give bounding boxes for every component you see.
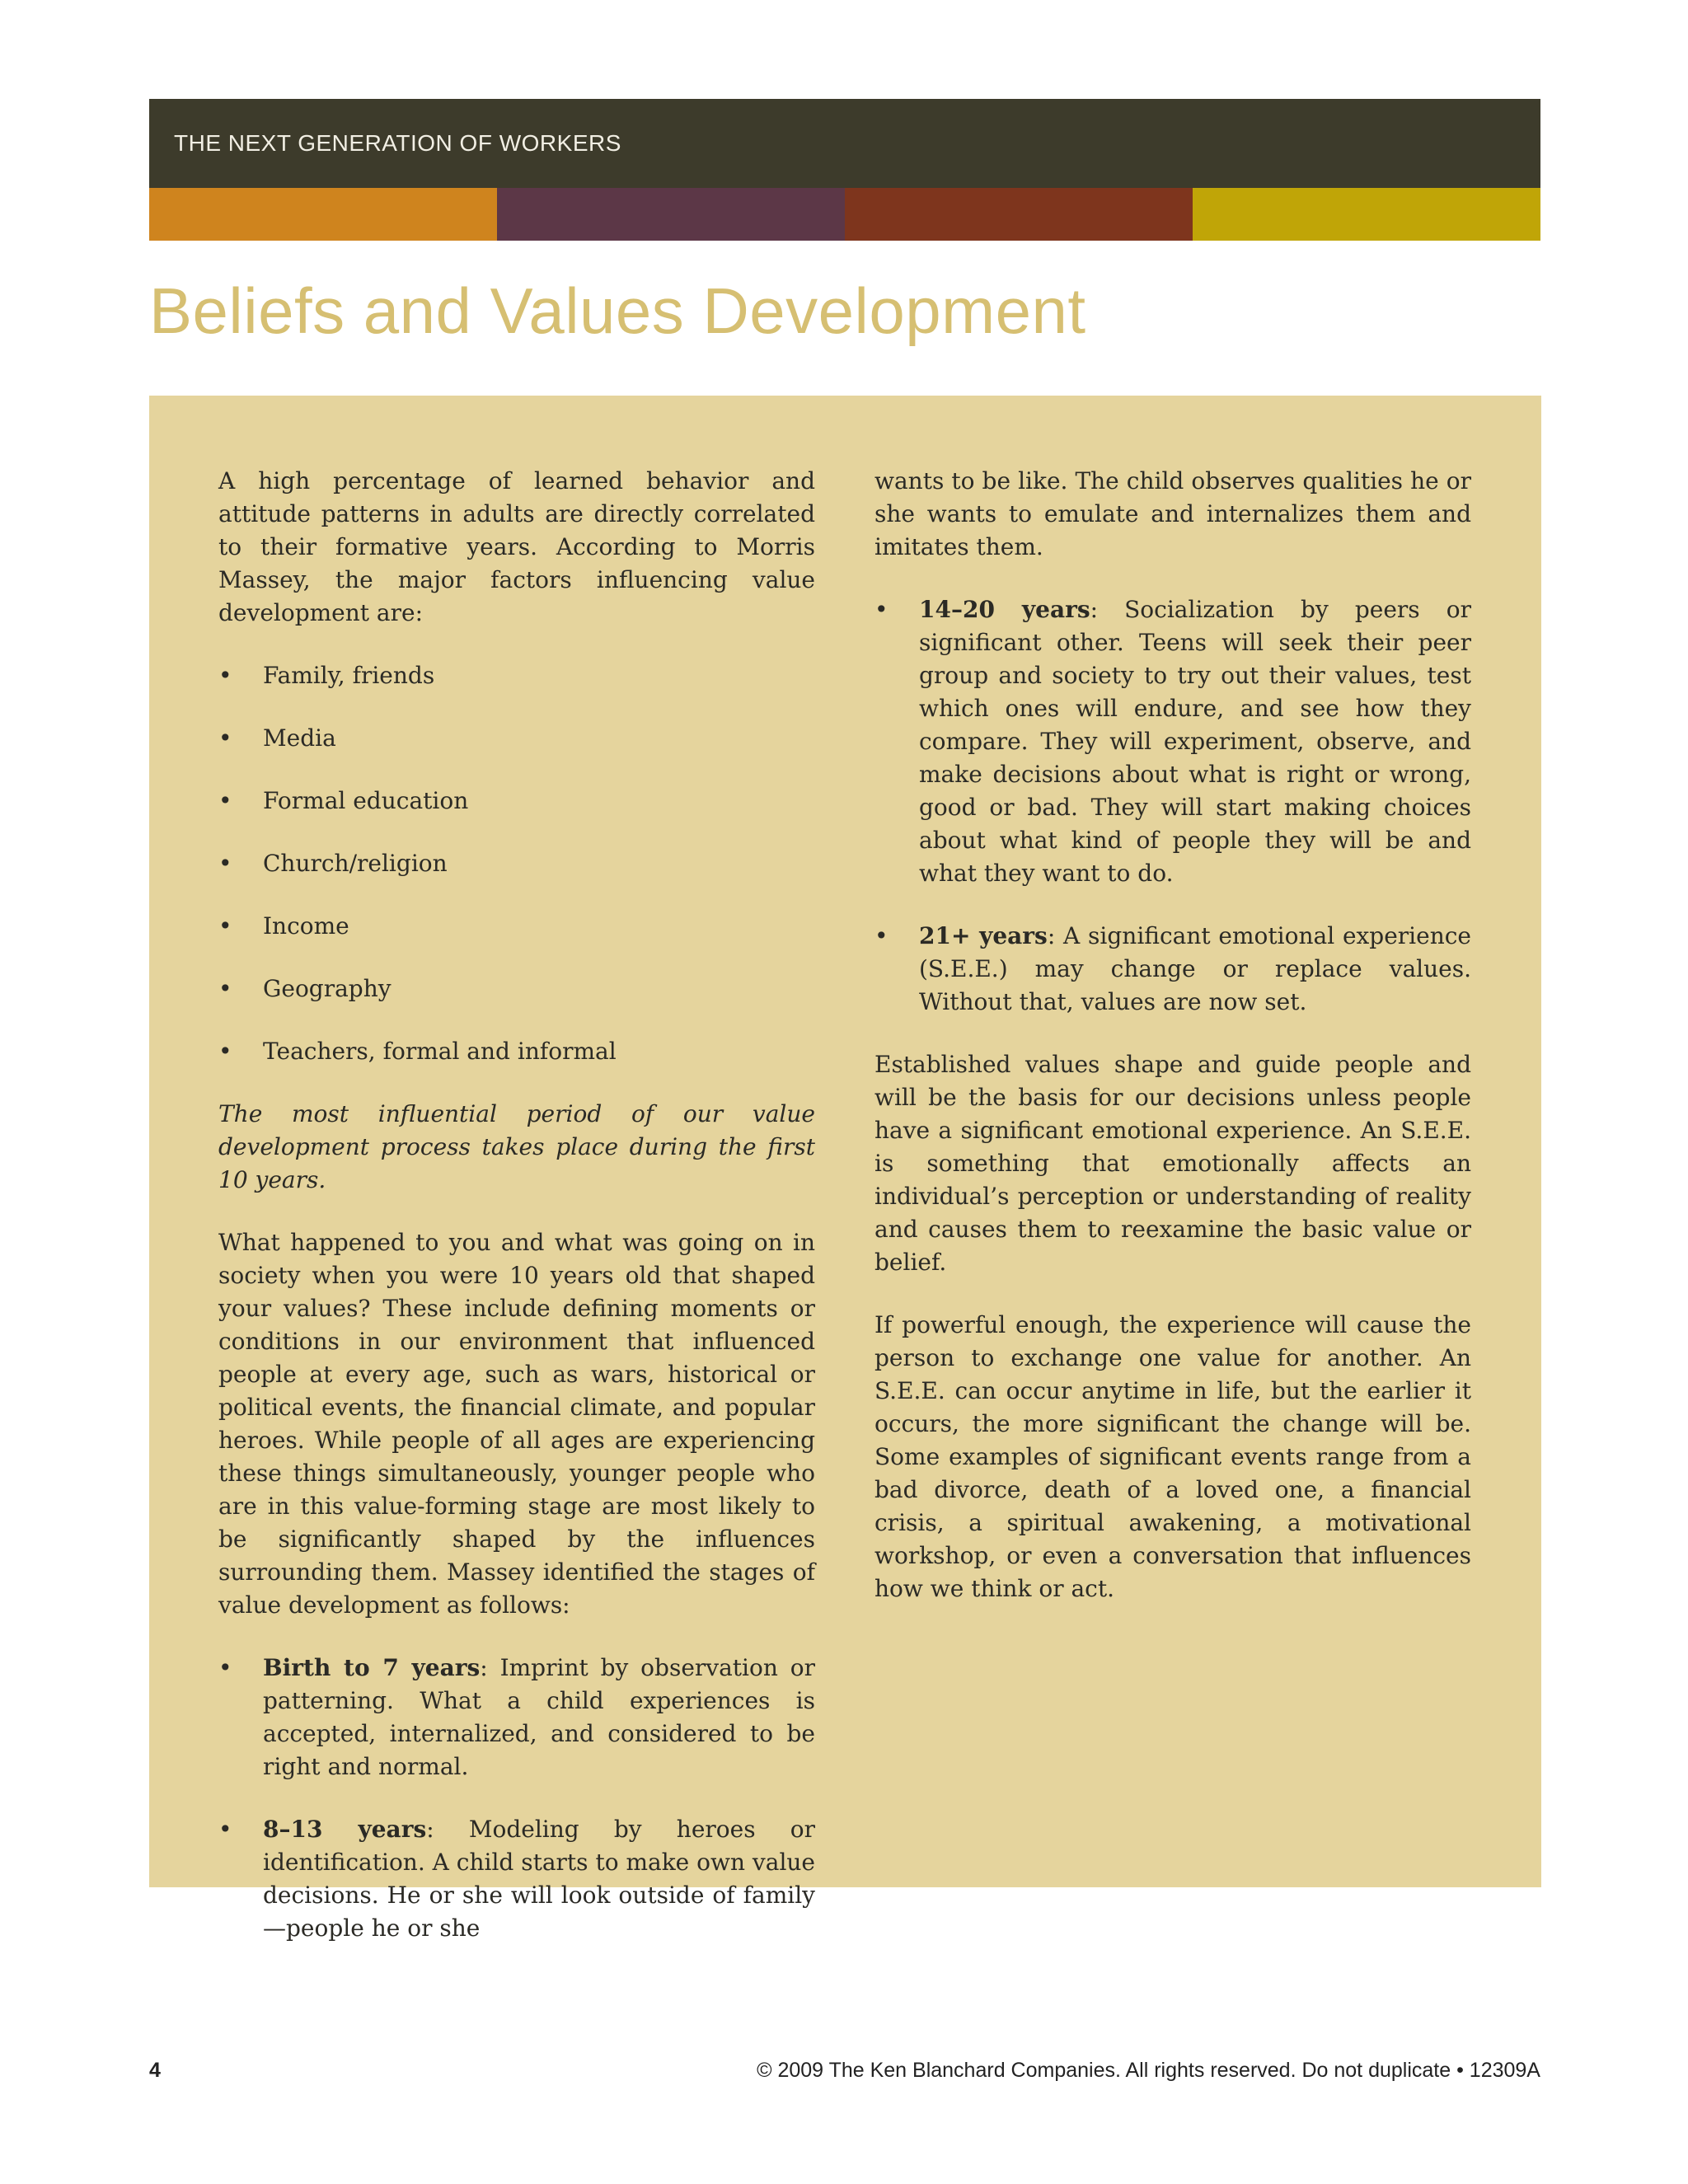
- page-number: 4: [149, 2059, 161, 2082]
- body-paragraph: What happened to you and what was going on in society when you were 10 years old that shaped your values? These include defining moments or conditions in our environment that influenced people at every age, such as wars, historical or political events, the financial climate, and popular heroes. While people of all ages are experiencing these things simultaneously, younger people who are in this value-forming stage are most likely to be significantly shaped by the influences surrounding them. Massey identified the stages of value development as follows:: [218, 1229, 815, 1619]
- bullet-icon: •: [218, 1654, 232, 1681]
- right-column: [874, 465, 1471, 1635]
- list-item: [218, 1035, 815, 1068]
- section-header-title: THE NEXT GENERATION OF WORKERS: [174, 130, 621, 156]
- stage-label: 8–13 years: [263, 1816, 427, 1843]
- bullet-icon: •: [218, 724, 232, 752]
- factor-text: Media: [263, 724, 336, 752]
- italic-note: The most influential period of our value development process takes place during the first 10 years.: [218, 1100, 815, 1193]
- factor-text: Church/religion: [263, 850, 448, 877]
- factor-text: Geography: [263, 975, 392, 1002]
- stage-item: [218, 1652, 815, 1783]
- body-paragraph: Established values shape and guide people and will be the basis for our decisions unless people have a significant emotional experience. An S.E.E. is something that emotionally affects an individual’s perception or understanding of reality and causes them to reexamine the basic value or belief.: [874, 1051, 1471, 1276]
- stage-label: 14–20 years: [919, 596, 1090, 623]
- stage-item: [874, 593, 1471, 890]
- color-strip: [149, 188, 1540, 241]
- stages-list-right: [874, 593, 1471, 1019]
- factor-text: Family, friends: [263, 662, 435, 689]
- intro-paragraph: A high percentage of learned behavior and attitude patterns in adults are directly correlated to their formative years. According to Morris Massey, the major factors influencing value development are:: [218, 467, 815, 626]
- content-box: [149, 396, 1541, 1942]
- stage-label: 21+ years: [919, 922, 1048, 949]
- header-band: [149, 99, 1540, 188]
- list-item: [218, 910, 815, 943]
- list-item: [218, 972, 815, 1005]
- bullet-icon: •: [218, 1816, 232, 1843]
- stages-list-left: [218, 1652, 815, 1945]
- continuation-paragraph: wants to be like. The child observes qualities he or she wants to emulate and internalizes them and imitates them.: [874, 467, 1471, 560]
- bullet-icon: •: [218, 975, 232, 1002]
- stage-text: : Socialization by peers or significant other. Teens will seek their peer group and society to try out their values, test which ones will endure, and see how they compare. They will experiment, observe, and make decisions about what is right or wrong, good or bad. They will start making choices about what kind of people they will be and what they want to do.: [919, 596, 1471, 887]
- stage-text: : A significant emotional experience (S.E.E.) may change or replace values. Without that, values are now set.: [919, 922, 1471, 1015]
- page-title: Beliefs and Values Development: [149, 274, 1086, 347]
- list-item: [218, 722, 815, 755]
- color-swatch-plum: [497, 188, 845, 241]
- copyright-notice: © 2009 The Ken Blanchard Companies. All rights reserved. Do not duplicate • 12309A: [757, 2059, 1540, 2082]
- body-paragraph: If powerful enough, the experience will cause the person to exchange one value for another. An S.E.E. can occur anytime in life, but the earlier it occurs, the more significant the change will be. Some examples of significant events range from a bad divorce, death of a loved one, a financial crisis, a spiritual awakening, a motivational workshop, or even a conversation that influences how we think or act.: [874, 1311, 1471, 1602]
- stage-text: : Modeling by heroes or identification. A child starts to make own value decisions. He or she will look outside of family—people he or she: [263, 1816, 815, 1942]
- list-item: [218, 785, 815, 818]
- stage-item: [218, 1813, 815, 1945]
- bullet-icon: •: [218, 1038, 232, 1065]
- bullet-icon: •: [874, 922, 889, 949]
- factor-text: Income: [263, 912, 349, 940]
- bullet-icon: •: [218, 662, 232, 689]
- list-item: [218, 847, 815, 880]
- color-swatch-rust: [845, 188, 1193, 241]
- list-item: [218, 659, 815, 692]
- factors-list: [218, 659, 815, 1068]
- color-swatch-orange: [149, 188, 497, 241]
- bullet-icon: •: [874, 596, 889, 623]
- factor-text: Teachers, formal and informal: [263, 1038, 617, 1065]
- left-column: [218, 465, 815, 1975]
- factor-text: Formal education: [263, 787, 469, 814]
- bullet-icon: •: [218, 850, 232, 877]
- color-swatch-mustard: [1193, 188, 1540, 241]
- stage-item: [874, 920, 1471, 1019]
- bullet-icon: •: [218, 912, 232, 940]
- stage-text: : Imprint by observation or patterning. What a child experiences is accepted, internalized, and considered to be right and normal.: [263, 1654, 815, 1780]
- bullet-icon: •: [218, 787, 232, 814]
- stage-label: Birth to 7 years: [263, 1654, 481, 1681]
